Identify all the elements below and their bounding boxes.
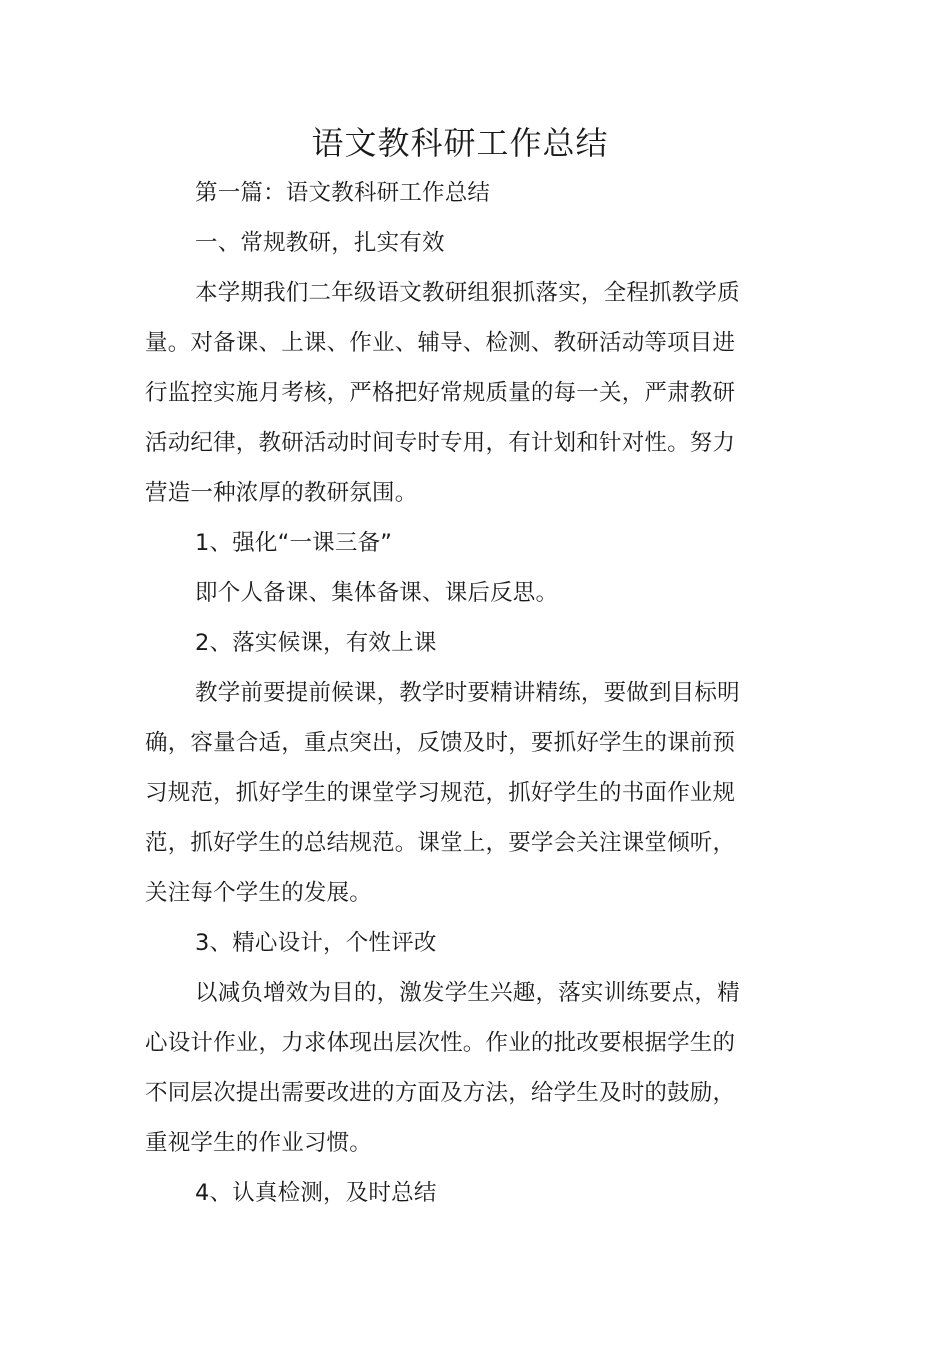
chapter-heading: 第一篇：语文教科研工作总结 <box>195 180 491 206</box>
subsection-heading: 2、落实候课，有效上课 <box>195 630 437 656</box>
paragraph-line: 不同层次提出需要改进的方面及方法，给学生及时的鼓励， <box>145 1080 736 1106</box>
paragraph-line: 行监控实施月考核，严格把好常规质量的每一关，严肃教研 <box>145 380 736 406</box>
paragraph-line: 范，抓好学生的总结规范。课堂上，要学会关注课堂倾听， <box>145 830 736 856</box>
paragraph-line: 本学期我们二年级语文教研组狠抓落实，全程抓教学质 <box>195 280 740 306</box>
paragraph-line: 重视学生的作业习惯。 <box>145 1130 373 1156</box>
section-heading: 一、常规教研，扎实有效 <box>195 230 445 256</box>
paragraph-line: 以减负增效为目的，激发学生兴趣，落实训练要点，精 <box>195 980 740 1006</box>
document-title: 语文教科研工作总结 <box>311 124 609 162</box>
paragraph-line: 教学前要提前候课，教学时要精讲精练，要做到目标明 <box>195 680 740 706</box>
paragraph-line: 营造一种浓厚的教研氛围。 <box>145 480 418 506</box>
paragraph-line: 即个人备课、集体备课、课后反思。 <box>195 580 559 606</box>
paragraph-line: 量。对备课、上课、作业、辅导、检测、教研活动等项目进 <box>145 330 736 356</box>
subsection-heading: 1、强化“一课三备” <box>195 530 393 556</box>
subsection-heading: 3、精心设计，个性评改 <box>195 930 437 956</box>
paragraph-line: 关注每个学生的发展。 <box>145 880 373 906</box>
paragraph-line: 确，容量合适，重点突出，反馈及时，要抓好学生的课前预 <box>145 730 736 756</box>
paragraph-line: 活动纪律，教研活动时间专时专用，有计划和针对性。努力 <box>145 430 736 456</box>
paragraph-line: 心设计作业，力求体现出层次性。作业的批改要根据学生的 <box>145 1030 736 1056</box>
subsection-heading: 4、认真检测，及时总结 <box>195 1180 437 1206</box>
paragraph-line: 习规范，抓好学生的课堂学习规范，抓好学生的书面作业规 <box>145 780 736 806</box>
